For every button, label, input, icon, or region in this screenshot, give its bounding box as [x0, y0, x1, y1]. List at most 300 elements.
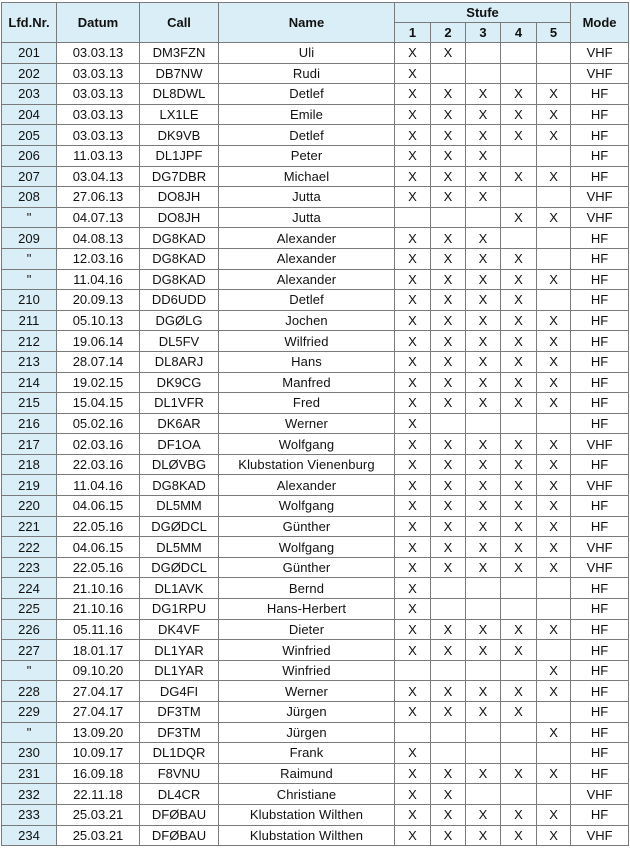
cell-stufe-4: X	[501, 804, 537, 825]
cell-stufe-5	[537, 599, 571, 620]
cell-call: DLØVBG	[140, 454, 219, 475]
cell-stufe-4	[501, 578, 537, 599]
cell-datum: 11.03.13	[57, 145, 140, 166]
cell-lfd: 230	[2, 743, 57, 764]
cell-mode: HF	[571, 702, 629, 723]
cell-lfd: "	[2, 269, 57, 290]
cell-stufe-1: X	[395, 145, 431, 166]
cell-stufe-1: X	[395, 248, 431, 269]
table-row	[2, 640, 629, 661]
cell-datum: 18.01.17	[57, 640, 140, 661]
cell-mode: HF	[571, 104, 629, 125]
cell-stufe-1: X	[395, 104, 431, 125]
cell-mode: HF	[571, 578, 629, 599]
table-row	[2, 702, 629, 723]
cell-stufe-3: X	[466, 763, 501, 784]
cell-stufe-1: X	[395, 187, 431, 208]
cell-name: Alexander	[219, 248, 395, 269]
cell-mode: HF	[571, 248, 629, 269]
cell-stufe-2: X	[431, 763, 466, 784]
cell-call: DFØBAU	[140, 804, 219, 825]
cell-name: Werner	[219, 681, 395, 702]
cell-datum: 04.06.15	[57, 496, 140, 517]
cell-stufe-2	[431, 413, 466, 434]
cell-call: DG1RPU	[140, 599, 219, 620]
cell-lfd: 228	[2, 681, 57, 702]
cell-stufe-5: X	[537, 763, 571, 784]
cell-stufe-1: X	[395, 496, 431, 517]
cell-lfd: 231	[2, 763, 57, 784]
cell-stufe-1: X	[395, 290, 431, 311]
cell-datum: 03.03.13	[57, 63, 140, 84]
cell-call: DF1OA	[140, 434, 219, 455]
cell-name: Jutta	[219, 187, 395, 208]
cell-stufe-5: X	[537, 722, 571, 743]
cell-name: Bernd	[219, 578, 395, 599]
table-row	[2, 496, 629, 517]
cell-datum: 22.05.16	[57, 516, 140, 537]
cell-name: Wolfgang	[219, 434, 395, 455]
cell-stufe-4	[501, 187, 537, 208]
cell-call: DG8KAD	[140, 475, 219, 496]
cell-stufe-5: X	[537, 434, 571, 455]
cell-stufe-2: X	[431, 104, 466, 125]
cell-stufe-2: X	[431, 804, 466, 825]
cell-stufe-3	[466, 784, 501, 805]
cell-stufe-3	[466, 599, 501, 620]
cell-mode: HF	[571, 310, 629, 331]
cell-mode: HF	[571, 145, 629, 166]
cell-stufe-1: X	[395, 310, 431, 331]
cell-mode: HF	[571, 269, 629, 290]
cell-name: Rudi	[219, 63, 395, 84]
cell-stufe-5: X	[537, 660, 571, 681]
cell-stufe-5: X	[537, 351, 571, 372]
header-call: Call	[140, 3, 219, 43]
cell-datum: 27.04.17	[57, 681, 140, 702]
cell-stufe-4: X	[501, 434, 537, 455]
cell-stufe-2: X	[431, 145, 466, 166]
cell-name: Werner	[219, 413, 395, 434]
cell-mode: HF	[571, 640, 629, 661]
table-row	[2, 681, 629, 702]
cell-stufe-5: X	[537, 104, 571, 125]
cell-call: DG7DBR	[140, 166, 219, 187]
table-row	[2, 63, 629, 84]
header-stufe-3: 3	[466, 23, 501, 43]
cell-name: Klubstation Vienenburg	[219, 454, 395, 475]
cell-lfd: 216	[2, 413, 57, 434]
cell-call: DFØBAU	[140, 825, 219, 846]
cell-stufe-4	[501, 599, 537, 620]
cell-stufe-5: X	[537, 804, 571, 825]
cell-mode: HF	[571, 681, 629, 702]
cell-name: Manfred	[219, 372, 395, 393]
cell-stufe-2: X	[431, 166, 466, 187]
cell-stufe-4: X	[501, 475, 537, 496]
table-row	[2, 84, 629, 105]
table-row	[2, 125, 629, 146]
cell-stufe-1	[395, 207, 431, 228]
cell-stufe-1: X	[395, 640, 431, 661]
table-row	[2, 145, 629, 166]
cell-lfd: 215	[2, 393, 57, 414]
cell-stufe-2: X	[431, 557, 466, 578]
table-row	[2, 269, 629, 290]
cell-lfd: 226	[2, 619, 57, 640]
cell-name: Wilfried	[219, 331, 395, 352]
cell-datum: 10.09.17	[57, 743, 140, 764]
cell-stufe-2: X	[431, 351, 466, 372]
cell-lfd: "	[2, 722, 57, 743]
cell-stufe-1: X	[395, 619, 431, 640]
cell-stufe-3	[466, 660, 501, 681]
cell-lfd: 232	[2, 784, 57, 805]
cell-lfd: 202	[2, 63, 57, 84]
cell-datum: 22.03.16	[57, 454, 140, 475]
cell-datum: 11.04.16	[57, 269, 140, 290]
cell-mode: VHF	[571, 825, 629, 846]
cell-stufe-1: X	[395, 516, 431, 537]
cell-name: Fred	[219, 393, 395, 414]
cell-mode: HF	[571, 496, 629, 517]
cell-name: Hans-Herbert	[219, 599, 395, 620]
cell-datum: 27.06.13	[57, 187, 140, 208]
cell-datum: 09.10.20	[57, 660, 140, 681]
header-stufe-4: 4	[501, 23, 537, 43]
cell-mode: HF	[571, 743, 629, 764]
table-row	[2, 578, 629, 599]
cell-stufe-4	[501, 228, 537, 249]
cell-call: DF3TM	[140, 702, 219, 723]
cell-stufe-3: X	[466, 145, 501, 166]
cell-stufe-1: X	[395, 125, 431, 146]
cell-datum: 03.04.13	[57, 166, 140, 187]
cell-stufe-3: X	[466, 804, 501, 825]
table-row	[2, 619, 629, 640]
cell-mode: HF	[571, 290, 629, 311]
cell-stufe-1: X	[395, 331, 431, 352]
cell-stufe-3: X	[466, 351, 501, 372]
cell-stufe-4	[501, 784, 537, 805]
cell-stufe-5	[537, 187, 571, 208]
cell-name: Alexander	[219, 269, 395, 290]
cell-call: DL1DQR	[140, 743, 219, 764]
header-datum: Datum	[57, 3, 140, 43]
cell-stufe-4: X	[501, 702, 537, 723]
cell-stufe-3: X	[466, 331, 501, 352]
cell-stufe-4: X	[501, 290, 537, 311]
cell-stufe-4	[501, 743, 537, 764]
cell-lfd: 220	[2, 496, 57, 517]
cell-stufe-4: X	[501, 331, 537, 352]
cell-stufe-1: X	[395, 537, 431, 558]
table-row	[2, 537, 629, 558]
cell-mode: VHF	[571, 207, 629, 228]
cell-lfd: 213	[2, 351, 57, 372]
cell-mode: HF	[571, 413, 629, 434]
cell-stufe-4: X	[501, 351, 537, 372]
cell-stufe-3: X	[466, 434, 501, 455]
cell-datum: 05.11.16	[57, 619, 140, 640]
cell-stufe-5	[537, 702, 571, 723]
cell-stufe-3: X	[466, 557, 501, 578]
cell-name: Michael	[219, 166, 395, 187]
cell-stufe-4	[501, 722, 537, 743]
cell-stufe-1: X	[395, 475, 431, 496]
cell-mode: HF	[571, 372, 629, 393]
cell-name: Hans	[219, 351, 395, 372]
cell-datum: 13.09.20	[57, 722, 140, 743]
cell-call: DG8KAD	[140, 248, 219, 269]
cell-lfd: 207	[2, 166, 57, 187]
cell-stufe-3	[466, 207, 501, 228]
table-row	[2, 207, 629, 228]
cell-call: DM3FZN	[140, 43, 219, 64]
cell-stufe-1: X	[395, 166, 431, 187]
cell-stufe-3: X	[466, 702, 501, 723]
cell-datum: 16.09.18	[57, 763, 140, 784]
cell-datum: 03.03.13	[57, 84, 140, 105]
cell-name: Frank	[219, 743, 395, 764]
header-name: Name	[219, 3, 395, 43]
cell-stufe-1: X	[395, 681, 431, 702]
cell-stufe-4: X	[501, 557, 537, 578]
cell-name: Wolfgang	[219, 496, 395, 517]
cell-call: DO8JH	[140, 207, 219, 228]
cell-stufe-5: X	[537, 207, 571, 228]
cell-stufe-3: X	[466, 496, 501, 517]
cell-stufe-1: X	[395, 372, 431, 393]
cell-stufe-2: X	[431, 372, 466, 393]
cell-name: Peter	[219, 145, 395, 166]
cell-stufe-4: X	[501, 84, 537, 105]
cell-stufe-3: X	[466, 228, 501, 249]
cell-datum: 21.10.16	[57, 599, 140, 620]
cell-stufe-5: X	[537, 496, 571, 517]
cell-call: DK9VB	[140, 125, 219, 146]
cell-lfd: "	[2, 248, 57, 269]
table-row	[2, 290, 629, 311]
cell-stufe-2: X	[431, 640, 466, 661]
cell-datum: 03.03.13	[57, 104, 140, 125]
cell-call: DL8ARJ	[140, 351, 219, 372]
cell-stufe-3: X	[466, 372, 501, 393]
table-row	[2, 310, 629, 331]
cell-stufe-2: X	[431, 702, 466, 723]
table-row	[2, 743, 629, 764]
cell-stufe-3: X	[466, 516, 501, 537]
header-stufe-2: 2	[431, 23, 466, 43]
cell-lfd: 206	[2, 145, 57, 166]
cell-datum: 19.06.14	[57, 331, 140, 352]
cell-stufe-2: X	[431, 269, 466, 290]
cell-datum: 15.04.15	[57, 393, 140, 414]
cell-stufe-2: X	[431, 393, 466, 414]
cell-lfd: 217	[2, 434, 57, 455]
cell-stufe-3: X	[466, 619, 501, 640]
cell-stufe-3: X	[466, 393, 501, 414]
table-row	[2, 516, 629, 537]
header-stufe-5: 5	[537, 23, 571, 43]
cell-mode: HF	[571, 125, 629, 146]
cell-stufe-1: X	[395, 351, 431, 372]
cell-datum: 11.04.16	[57, 475, 140, 496]
header-mode: Mode	[571, 3, 629, 43]
cell-stufe-3: X	[466, 537, 501, 558]
cell-call: DK6AR	[140, 413, 219, 434]
cell-stufe-4: X	[501, 763, 537, 784]
cell-lfd: 225	[2, 599, 57, 620]
cell-stufe-1	[395, 722, 431, 743]
cell-stufe-3	[466, 722, 501, 743]
cell-stufe-1: X	[395, 825, 431, 846]
cell-call: DGØDCL	[140, 557, 219, 578]
cell-datum: 04.07.13	[57, 207, 140, 228]
cell-stufe-1: X	[395, 599, 431, 620]
cell-stufe-1: X	[395, 228, 431, 249]
cell-stufe-4: X	[501, 640, 537, 661]
cell-datum: 22.05.16	[57, 557, 140, 578]
cell-stufe-5: X	[537, 331, 571, 352]
cell-stufe-1: X	[395, 557, 431, 578]
cell-stufe-1	[395, 660, 431, 681]
cell-stufe-5: X	[537, 372, 571, 393]
cell-stufe-5: X	[537, 681, 571, 702]
cell-call: DL1JPF	[140, 145, 219, 166]
cell-stufe-2	[431, 743, 466, 764]
table-row	[2, 660, 629, 681]
cell-mode: HF	[571, 619, 629, 640]
cell-mode: HF	[571, 454, 629, 475]
cell-stufe-2: X	[431, 125, 466, 146]
cell-call: DL5MM	[140, 496, 219, 517]
cell-stufe-4: X	[501, 496, 537, 517]
table-row	[2, 43, 629, 64]
cell-name: Wolfgang	[219, 537, 395, 558]
cell-mode: VHF	[571, 475, 629, 496]
cell-stufe-3: X	[466, 640, 501, 661]
cell-mode: HF	[571, 351, 629, 372]
cell-lfd: 219	[2, 475, 57, 496]
cell-call: DL4CR	[140, 784, 219, 805]
cell-lfd: 229	[2, 702, 57, 723]
cell-datum: 12.03.16	[57, 248, 140, 269]
cell-call: DK4VF	[140, 619, 219, 640]
cell-stufe-5: X	[537, 475, 571, 496]
cell-stufe-4: X	[501, 537, 537, 558]
cell-stufe-5: X	[537, 125, 571, 146]
cell-stufe-4	[501, 145, 537, 166]
cell-call: DB7NW	[140, 63, 219, 84]
cell-stufe-5	[537, 145, 571, 166]
cell-mode: HF	[571, 228, 629, 249]
cell-stufe-4: X	[501, 207, 537, 228]
cell-stufe-2	[431, 63, 466, 84]
cell-stufe-2: X	[431, 187, 466, 208]
cell-lfd: 208	[2, 187, 57, 208]
cell-call: DF3TM	[140, 722, 219, 743]
cell-stufe-4	[501, 413, 537, 434]
cell-stufe-1: X	[395, 784, 431, 805]
cell-stufe-5: X	[537, 166, 571, 187]
table-row	[2, 784, 629, 805]
cell-name: Uli	[219, 43, 395, 64]
cell-stufe-3	[466, 413, 501, 434]
cell-name: Dieter	[219, 619, 395, 640]
table-row	[2, 434, 629, 455]
cell-stufe-5	[537, 248, 571, 269]
cell-lfd: 211	[2, 310, 57, 331]
cell-mode: HF	[571, 393, 629, 414]
cell-stufe-2: X	[431, 619, 466, 640]
cell-lfd: "	[2, 207, 57, 228]
cell-datum: 03.03.13	[57, 125, 140, 146]
cell-datum: 20.09.13	[57, 290, 140, 311]
cell-stufe-3: X	[466, 681, 501, 702]
cell-stufe-3: X	[466, 454, 501, 475]
cell-call: DL1YAR	[140, 640, 219, 661]
cell-stufe-2: X	[431, 496, 466, 517]
cell-lfd: 212	[2, 331, 57, 352]
cell-stufe-5: X	[537, 537, 571, 558]
cell-stufe-2: X	[431, 228, 466, 249]
cell-stufe-4: X	[501, 310, 537, 331]
cell-name: Klubstation Wilthen	[219, 825, 395, 846]
cell-datum: 04.06.15	[57, 537, 140, 558]
cell-mode: HF	[571, 804, 629, 825]
header-lfd: Lfd.Nr.	[2, 3, 57, 43]
cell-datum: 22.11.18	[57, 784, 140, 805]
table-row	[2, 722, 629, 743]
cell-name: Jutta	[219, 207, 395, 228]
cell-call: DL5MM	[140, 537, 219, 558]
cell-stufe-5	[537, 43, 571, 64]
cell-name: Günther	[219, 516, 395, 537]
cell-stufe-5: X	[537, 516, 571, 537]
cell-call: DL8DWL	[140, 84, 219, 105]
cell-lfd: 209	[2, 228, 57, 249]
cell-datum: 19.02.15	[57, 372, 140, 393]
cell-call: DL5FV	[140, 331, 219, 352]
table-row	[2, 228, 629, 249]
table-row	[2, 372, 629, 393]
table-row	[2, 104, 629, 125]
cell-stufe-2	[431, 207, 466, 228]
cell-name: Detlef	[219, 84, 395, 105]
cell-stufe-2: X	[431, 248, 466, 269]
cell-stufe-2	[431, 722, 466, 743]
cell-stufe-5: X	[537, 619, 571, 640]
cell-stufe-4: X	[501, 516, 537, 537]
cell-mode: VHF	[571, 63, 629, 84]
cell-stufe-2: X	[431, 290, 466, 311]
cell-stufe-1: X	[395, 43, 431, 64]
cell-call: LX1LE	[140, 104, 219, 125]
cell-stufe-3: X	[466, 248, 501, 269]
cell-call: F8VNU	[140, 763, 219, 784]
cell-name: Detlef	[219, 125, 395, 146]
cell-stufe-2: X	[431, 434, 466, 455]
cell-call: DGØLG	[140, 310, 219, 331]
cell-stufe-2: X	[431, 454, 466, 475]
table-row	[2, 825, 629, 846]
cell-stufe-3: X	[466, 475, 501, 496]
cell-call: DK9CG	[140, 372, 219, 393]
table-row	[2, 804, 629, 825]
cell-datum: 25.03.21	[57, 825, 140, 846]
table-row	[2, 557, 629, 578]
